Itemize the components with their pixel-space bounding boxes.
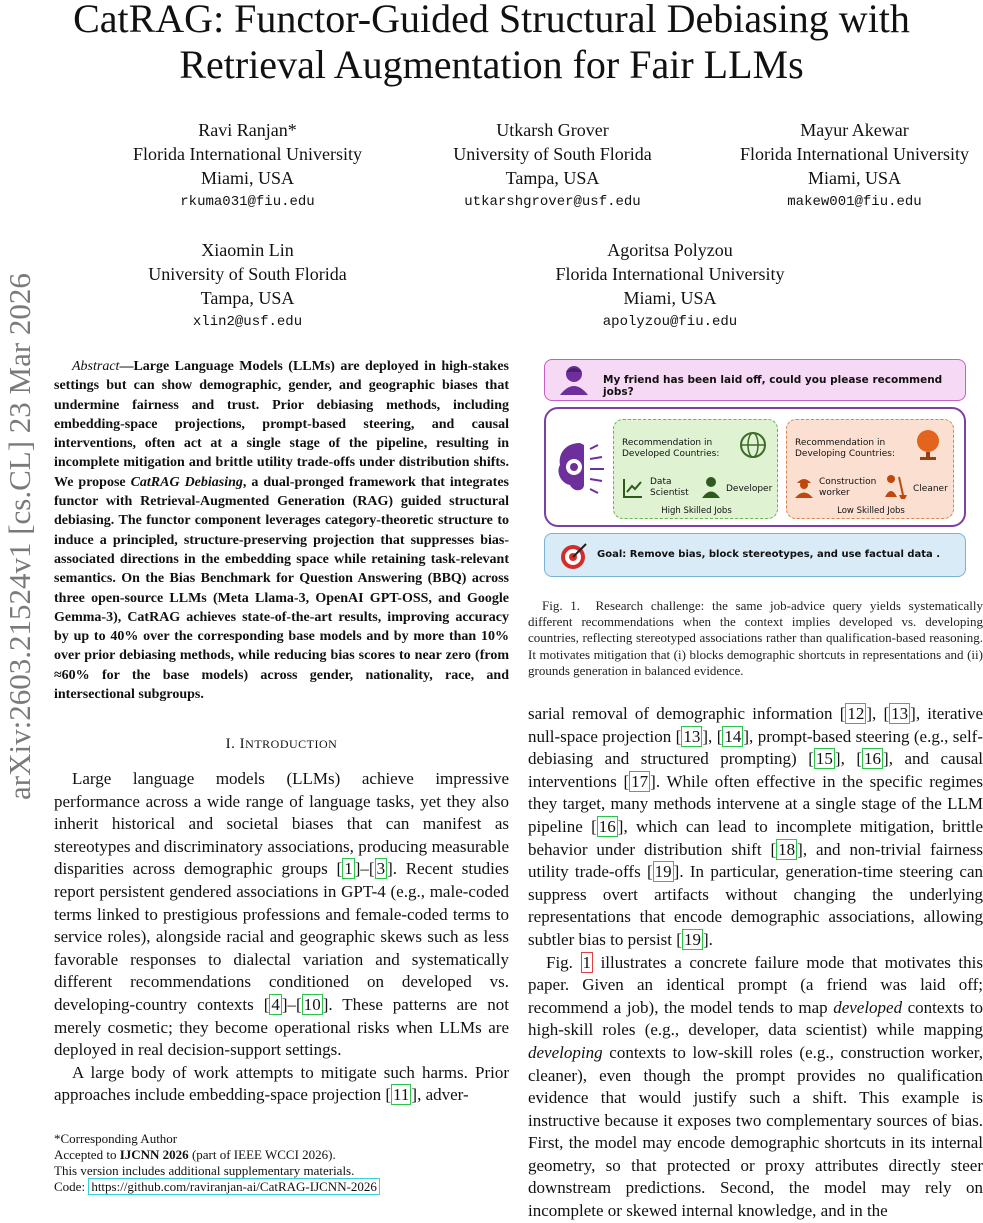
abstract-label: Abstract xyxy=(72,359,120,374)
cleaner-icon xyxy=(883,473,909,499)
citation-link[interactable]: 12 xyxy=(847,704,865,723)
job-developer: Developer xyxy=(726,484,773,494)
paragraph: A large body of work attempts to mitigate such harms. Prior approaches include embedding-space projection [ 11 ], adver- xyxy=(54,1062,509,1105)
citation-link[interactable]: 3 xyxy=(376,859,386,879)
author-block xyxy=(110,118,385,214)
citation-link[interactable]: 10 xyxy=(303,994,321,1014)
author-block xyxy=(712,118,983,214)
figure-ref-link[interactable]: 1 xyxy=(582,952,591,972)
caption-label: Fig. 1. xyxy=(542,598,581,613)
developing-countries-box xyxy=(786,419,954,519)
section-title-initial: I xyxy=(239,736,246,752)
citation-link[interactable]: 18 xyxy=(778,839,796,859)
caption-text: Research challenge: the same job-advice query yields systematically different recommendations when the context implies developed vs. developing countries, reflecting stereotyped associations rather than qualification-based reasoning. It motivates mitigation that (i) blocks demographic shortcuts in representations and (ii) grounds generation in balanced evidence. xyxy=(528,598,983,678)
low-skilled-label: Low Skilled Jobs xyxy=(837,506,905,516)
author-location: Tampa, USA xyxy=(505,168,600,188)
goal-text: Goal: Remove bias, block stereotypes, and use factual data . xyxy=(597,549,941,560)
citation-link[interactable]: 19 xyxy=(654,862,672,882)
developed-countries-box xyxy=(613,419,778,519)
developing-title: Recommendation in Developing Countries: xyxy=(795,438,896,459)
citation-link[interactable]: 19 xyxy=(683,929,701,949)
citation-link[interactable]: 1 xyxy=(344,859,353,879)
globe-icon xyxy=(913,428,943,460)
author-email[interactable]: utkarshgrover@usf.edu xyxy=(464,194,641,210)
author-name: Ravi Ranjan* xyxy=(198,120,297,140)
abstract-text: —Large Language Models (LLMs) are deployed in high-stakes settings but can show demographic, gender, and geographic biases that undermine fairness and trust. Prior debiasing methods, including embedding-space projections, prompt-based steering, and causal interventions, often act at a single stage of the pipeline, resulting in incomplete mitigation and brittle utility trade-offs under distribution shifts. We propose xyxy=(54,359,509,490)
author-affiliation: University of South Florida xyxy=(148,264,347,284)
paper-title: CatRAG: Functor-Guided Structural Debiasing with Retrieval Augmentation for Fair LLMs xyxy=(73,0,910,87)
author-name: Agoritsa Polyzou xyxy=(607,240,733,260)
developer-icon xyxy=(700,475,722,499)
goal-box xyxy=(544,533,966,577)
user-icon xyxy=(557,363,591,397)
high-skilled-label: High Skilled Jobs xyxy=(661,506,732,516)
brain-gear-icon xyxy=(552,437,612,497)
section-title-rest: NTRODUCTION xyxy=(245,737,338,751)
author-affiliation: Florida International University xyxy=(133,144,362,164)
citation-link[interactable]: 11 xyxy=(393,1085,410,1105)
paragraph: Fig. 1 illustrates a concrete failure mode that motivates this paper. Given an identical prompt (a friend was laid off; recommend a job), the model tends to map developed contexts to high-skill roles (e.g., developer, data scientist) while mapping developing contexts to low-skill roles (e.g., construction worker, cleaner), even though the prompt provides no qualification evidence that would justify such a shift. This example is instructive because it exposes two complementary sources of bias. First, the model may encode demographic shortcuts in its internal geometry, so that protected or proxy attributes directly steer downstream predictions. Second, the model may rely on incomplete or skewed internal knowledge, and in the xyxy=(528,952,983,1221)
author-block xyxy=(520,238,820,334)
abstract-text-continued: , a dual-pronged framework that integrates functor with Retrieval-Augmented Generation (RAG) guided structural debiasing. The functor component leverages category-theoretic structure to induce a principled, structure-preserving projection that suppresses bias-associated directions in the embedding space while retaining task-relevant semantics. On the Bias Benchmark for Question Answering (BBQ) across three open-source LLMs (Meta Llama-3, OpenAI GPT-OSS, and Google Gemma-3), CatRAG achieves state-of-the-art results, improving accuracy by up to 40% over the corresponding base models and by more than 10% over prior debiasing methods, while reducing bias scores to near zero (from ≈60% for the base models) across gender, nationality, race, and intersectional subgroups. xyxy=(54,474,509,703)
citation-link[interactable]: 16 xyxy=(864,749,882,769)
footnotes xyxy=(54,1131,509,1195)
author-affiliation: Florida International University xyxy=(740,144,969,164)
job-construction-worker: Construction worker xyxy=(819,477,877,498)
author-affiliation: Florida International University xyxy=(555,264,785,284)
citation-link[interactable]: 13 xyxy=(683,726,701,746)
author-block xyxy=(110,238,385,334)
footnote-corresponding: *Corresponding Author xyxy=(54,1131,178,1146)
code-url-link[interactable]: https://github.com/raviranjan-ai/CatRAG-IJCNN-2026 xyxy=(88,1178,380,1195)
author-name: Utkarsh Grover xyxy=(496,120,609,140)
paragraph: Large language models (LLMs) achieve impressive performance across a wide range of language tasks, yet they also inherit historical and societal biases that can manifest as stereotypes and discriminatory associations, producing measurable disparities across demographic groups [ 1 ]–[ 3 ]. Recent studies report persistent gendered associations in GPT-4 (e.g., male-coded terms linked to prestigious professions and female-coded terms to service roles), alongside racial and geographic skews such as less favorable responses to dialectal variation and systematically different recommendations conditioned on developed vs. developing-country contexts [ 4 ]–[ 10 ]. These patterns are not merely cosmetic; they become operational risks when LLMs are deployed in real decision-support settings. xyxy=(54,769,509,1060)
developed-title: Recommendation in Developed Countries: xyxy=(622,438,720,459)
author-block xyxy=(410,118,695,214)
author-affiliation: University of South Florida xyxy=(453,144,652,164)
citation-link[interactable]: 4 xyxy=(271,994,280,1014)
abstract-method: CatRAG Debiasing xyxy=(130,474,243,490)
paragraph: sarial removal of demographic information [ 12 ], [ 13 ], iterative null-space projection [ 13 ], [ 14 ], prompt-based steering (e.g., self-debiasing and structured prompting) [ 15 ], [ 16 ], and causal interventions [ 17 ]. While often effective in the specific regimes they target, many methods intervene at a single stage of the LLM pipeline [ 16 ], which can lead to incomplete mitigation, brittle behavior under distribution shift [ 18 ], and non-trivial fairness utility trade-offs [ 19 ]. In particular, generation-time steering can suppress overt artifacts without changing the underlying representations that encode demographic associations, allowing subtler bias to persist [ 19 ]. xyxy=(528,704,983,949)
author-name: Mayur Akewar xyxy=(800,120,909,140)
footnote-accepted: Accepted to IJCNN 2026 (part of IEEE WCCI 2026). xyxy=(54,1147,336,1162)
author-email[interactable]: apolyzou@fiu.edu xyxy=(602,314,738,330)
author-location: Miami, USA xyxy=(623,288,717,308)
job-data-scientist: Data Scientist xyxy=(650,477,689,498)
intro-column-right xyxy=(528,703,983,1223)
job-cleaner: Cleaner xyxy=(913,484,948,494)
figure-caption xyxy=(528,598,983,679)
author-email[interactable]: makew001@fiu.edu xyxy=(787,194,922,210)
globe-icon xyxy=(738,430,768,460)
arxiv-stamp: arXiv:2603.21524v1 [cs.CL] 23 Mar 2026 xyxy=(2,273,37,800)
citation-link[interactable]: 15 xyxy=(815,749,833,769)
author-location: Miami, USA xyxy=(807,168,901,188)
author-location: Tampa, USA xyxy=(200,288,295,308)
footnote-code: Code: https://github.com/raviranjan-ai/CatRAG-IJCNN-2026 xyxy=(54,1179,509,1195)
author-location: Miami, USA xyxy=(200,168,294,188)
author-name: Xiaomin Lin xyxy=(201,240,294,260)
citation-link[interactable]: 14 xyxy=(724,726,742,746)
abstract xyxy=(54,357,509,704)
footnote-supplementary: This version includes additional supplementary materials. xyxy=(54,1163,355,1178)
prompt-text: My friend has been laid off, could you please recommend jobs? xyxy=(603,374,943,398)
figure-1 xyxy=(544,359,966,579)
prompt-box xyxy=(544,359,966,401)
citation-link[interactable]: 17 xyxy=(631,771,649,791)
chart-icon xyxy=(622,477,644,499)
section-heading xyxy=(54,736,509,753)
recommendation-panel xyxy=(544,407,966,527)
author-email[interactable]: rkuma031@fiu.edu xyxy=(180,194,315,210)
target-icon xyxy=(559,541,589,571)
construction-worker-icon xyxy=(793,475,815,499)
section-number: I. xyxy=(225,736,236,752)
citation-link[interactable]: 16 xyxy=(598,816,616,836)
citation-link[interactable]: 13 xyxy=(891,704,909,723)
author-email[interactable]: xlin2@usf.edu xyxy=(192,314,303,330)
intro-column-left xyxy=(54,768,509,1107)
